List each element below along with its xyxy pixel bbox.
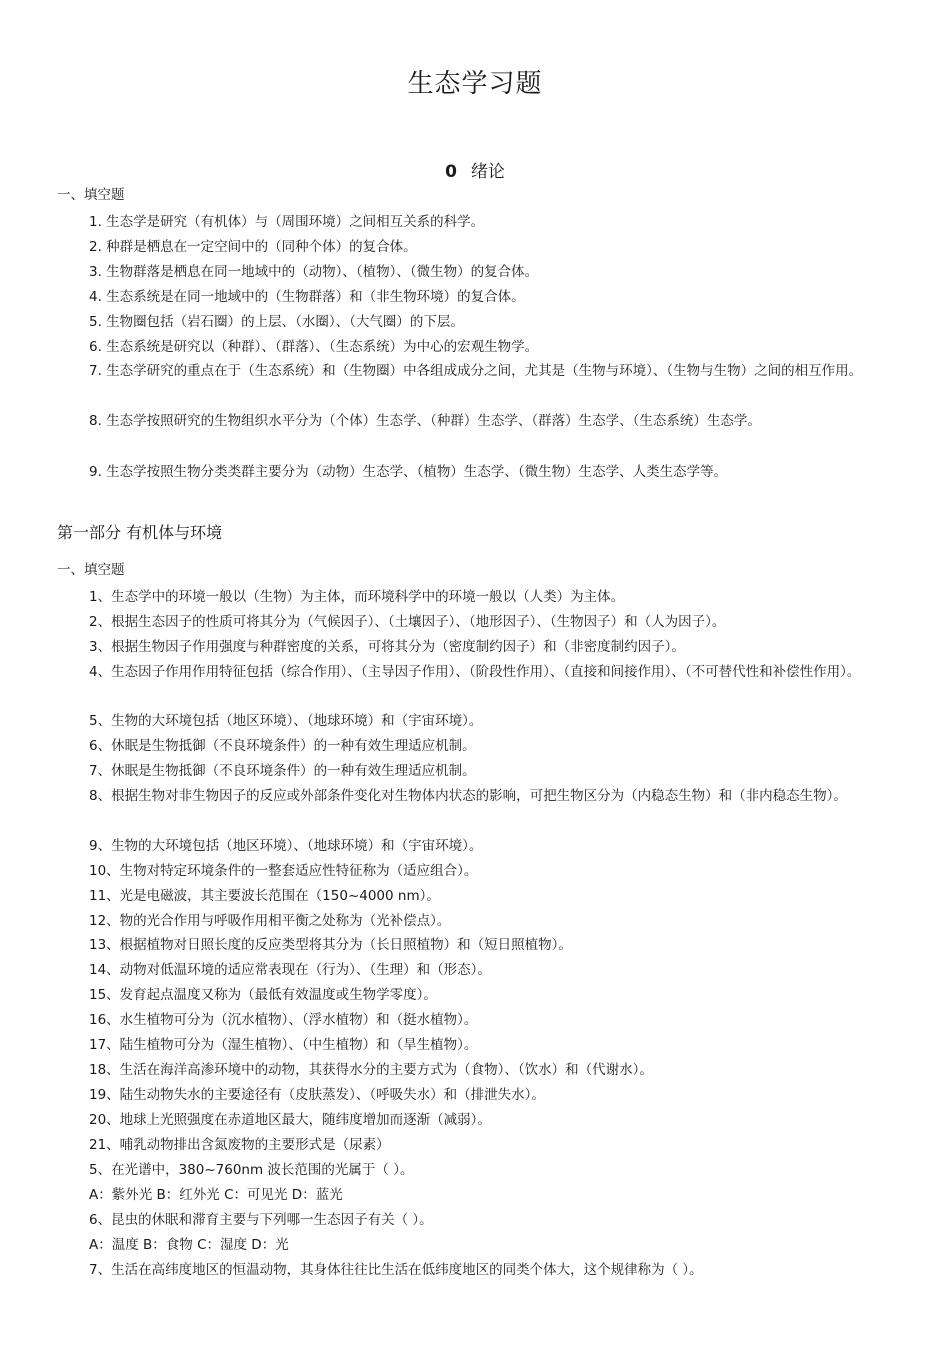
question-item: 5、在光谱中，380~760nm 波长范围的光属于（ ）。 [89,1162,414,1178]
question-item: 3. 生物群落是栖息在同一地域中的（动物）、（植物）、（微生物）的复合体。 [89,264,539,280]
page-title: 生态学习题 [407,69,543,99]
chapter-number: 0 [445,162,457,182]
question-item: 8. 生态学按照研究的生物组织水平分为（个体）生态学、（种群）生态学、（群落）生态学、（生态系统）生态学。 [89,413,761,429]
question-item: 19、陆生动物失水的主要途径有（皮肤蒸发）、（呼吸失水）和（排泄失水）。 [89,1087,545,1103]
chapter-heading [0,160,950,184]
question-item: 13、根据植物对日照长度的反应类型将其分为（长日照植物）和（短日照植物）。 [89,937,572,953]
chapter-name: 绪论 [470,162,505,182]
question-item: 18、生活在海洋高渗环境中的动物，其获得水分的主要方式为（食物）、（饮水）和（代谢水）。 [89,1062,653,1078]
answer-options: A：温度 B：食物 C：湿度 D：光 [89,1237,289,1253]
question-item: 6. 生态系统是研究以（种群）、（群落）、（生态系统）为中心的宏观生物学。 [89,339,539,355]
question-item: 5、生物的大环境包括（地区环境）、（地球环境）和（宇宙环境）。 [89,713,483,729]
question-item: 20、地球上光照强度在赤道地区最大，随纬度增加而逐渐（减弱）。 [89,1112,491,1128]
question-item: 12、物的光合作用与呼吸作用相平衡之处称为（光补偿点）。 [89,913,451,929]
question-item: 16、水生植物可分为（沉水植物）、（浮水植物）和（挺水植物）。 [89,1012,478,1028]
section-heading: 一、填空题 [57,187,125,203]
question-item: 2、根据生态因子的性质可将其分为（气候因子）、（土壤因子）、（地形因子）、（生物因子）和（人为因子）。 [89,614,726,630]
question-item: 4、生态因子作用作用特征包括（综合作用）、（主导因子作用）、（阶段性作用）、（直接和间接作用）、（不可替代性和补偿性作用）。 [89,664,861,680]
question-item: 8、根据生物对非生物因子的反应或外部条件变化对生物体内状态的影响，可把生物区分为（内稳态生物）和（非内稳态生物）。 [89,788,847,804]
question-item: 1. 生态学是研究（有机体）与（周围环境）之间相互关系的科学。 [89,214,485,230]
question-item: 4. 生态系统是在同一地域中的（生物群落）和（非生物环境）的复合体。 [89,289,525,305]
question-item: 11、光是电磁波，其主要波长范围在（150~4000 nm）。 [89,888,440,904]
question-item: 7. 生态学研究的重点在于（生态系统）和（生物圈）中各组成成分之间，尤其是（生物与环境）、（生物与生物）之间的相互作用。 [89,363,863,379]
question-item: 21、哺乳动物排出含氮废物的主要形式是（尿素） [89,1137,390,1153]
question-item: 7、生活在高纬度地区的恒温动物，其身体往往比生活在低纬度地区的同类个体大，这个规律称为（ ）。 [89,1262,703,1278]
part-heading: 第一部分 有机体与环境 [57,523,223,542]
question-item: 7、休眠是生物抵御（不良环境条件）的一种有效生理适应机制。 [89,763,476,779]
question-item: 1、生态学中的环境一般以（生物）为主体，而环境科学中的环境一般以（人类）为主体。 [89,589,625,605]
question-item: 10、生物对特定环境条件的一整套适应性特征称为（适应组合）。 [89,863,478,879]
question-item: 6、休眠是生物抵御（不良环境条件）的一种有效生理适应机制。 [89,738,476,754]
question-item: 17、陆生植物可分为（湿生植物）、（中生植物）和（旱生植物）。 [89,1037,478,1053]
question-item: 9. 生态学按照生物分类类群主要分为（动物）生态学、（植物）生态学、（微生物）生态学、人类生态学等。 [89,464,728,480]
answer-options: A：紫外光 B：红外光 C：可见光 D：蓝光 [89,1187,343,1203]
question-item: 9、生物的大环境包括（地区环境）、（地球环境）和（宇宙环境）。 [89,838,483,854]
question-item: 14、动物对低温环境的适应常表现在（行为）、（生理）和（形态）。 [89,962,491,978]
question-item: 5. 生物圈包括（岩石圈）的上层、（水圈）、（大气圈）的下层。 [89,314,464,330]
question-item: 3、根据生物因子作用强度与种群密度的关系，可将其分为（密度制约因子）和（非密度制约因子）。 [89,639,685,655]
section-heading: 一、填空题 [57,562,125,578]
question-item: 6、昆虫的休眠和滞育主要与下列哪一生态因子有关（ ）。 [89,1212,433,1228]
question-item: 2. 种群是栖息在一定空间中的（同种个体）的复合体。 [89,239,417,255]
question-item: 15、发育起点温度又称为（最低有效温度或生物学零度）。 [89,987,437,1003]
